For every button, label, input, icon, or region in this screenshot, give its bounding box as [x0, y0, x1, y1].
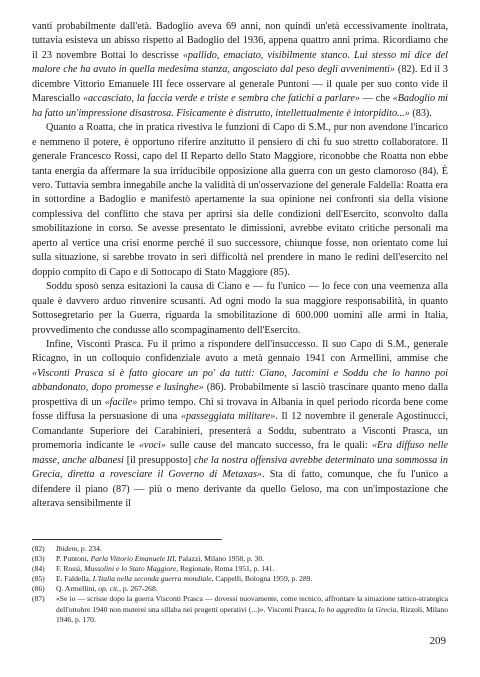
body-text — [32, 20, 448, 511]
italic-run: «Era diffuso nelle masse, anche albanesi — [32, 440, 448, 466]
footnote-text — [56, 574, 448, 584]
text-run: Q. Armellini, — [56, 584, 99, 594]
text-run: «Se io — scrisse dopo la guerra Visconti Prasca — dovessi nuovamente, come tecnico, affrontare la situazione tattico-strategica dell'ottobre 1940 non muterei una sillaba nei progetti operativi (...)». Visconti Prasca, — [56, 594, 448, 614]
footnote-text — [56, 594, 448, 624]
text-run: . Il 12 novembre il generale Agostinucci, Comandante Superiore dei Carabinieri, presenterà a Soddu, subentrato a Visconti Prasca, un promemoria indicante le — [32, 411, 448, 452]
text-run: . Sta di fatto, comunque, che fu l'unico a difendere il piano (87) — più o meno derivante da quello Geloso, ma con un'impostazione che alterava sensibilmente il — [32, 469, 448, 509]
text-run: vanti probabilmente dall'età. Badoglio aveva 69 anni, non quindi un'età eccessivamente inoltrata, tuttavia esisteva un abisso rispetto al Badoglio del 1936, appena quattro anni prima. Ricordiamo che il 23 novembre Bottai lo descrisse — [32, 21, 448, 61]
footnote-text — [56, 554, 448, 564]
footnote-number: (87) — [32, 594, 45, 604]
italic-run: Mussolini e lo Stato Maggiore — [84, 564, 177, 574]
footnote-number: (85) — [32, 574, 45, 584]
text-run: primo tempo. Chi si trovava in Albania in quel periodo ricorda bene come fosse diffusa la persuasione di una — [32, 396, 448, 423]
text-run: (82). Ed il 3 dicembre Vittorio Emanuele III fece osservare al generale Puntoni — il quale per suo conto vide il Maresciallo — [32, 64, 448, 105]
italic-run: «facile» — [104, 396, 138, 408]
paragraph — [32, 280, 448, 338]
text-run: Quanto a Roatta, che in pratica rivestiva le funzioni di Capo di S.M., pur non avendone l'incarico e nemmeno il potere, è opportuno riferire anzitutto il pensiero di chi fu suo stretto collaboratore. Il generale Francesco Rossi, capo del II Reparto dello Stato Maggiore, riconobbe che Roatta non ebbe tanta energia da affermare la sua irriducibile opposizione alla guerra con un gesto clamoroso (84). È vero. Tuttavia sembra innegabile anche la validità di un'osservazione del generale Faldella: Roatta era in sottordine a Badoglio e manifestò apertamente la sua opinione nei confronti sia della visione complessiva del conflitto che stava per aprirsi sia delle condizioni dell'Esercito, sconvolto dalla smobilitazione in corso. Se avesse presentato le dimissioni, avrebbe evitato critiche personali ma aperto al vertice una crisi enorme perché il suo successore, chiunque fosse, non orientato come lui sulla situazione, si sarebbe trovato in seri difficoltà nel prendere in mano le redini dell'esercito nel doppio compito di Capo e di Sottocapo di Stato Maggiore (85). — [32, 122, 448, 278]
footnote — [32, 554, 448, 564]
footnote — [32, 544, 448, 554]
text-run: (86). Probabilmente si lasciò trascinare quanto meno dalla prospettiva di un — [32, 382, 448, 408]
text-run: , Regionale, Roma 1951, p. 141. — [176, 564, 275, 574]
footnote-number: (84) — [32, 564, 45, 574]
footnote — [32, 564, 448, 574]
paragraph — [32, 121, 448, 280]
text-run: E. Faldella, — [56, 574, 93, 584]
footnote-text — [56, 544, 448, 554]
italic-run: «passeggiata militare» — [180, 411, 276, 423]
footnote — [32, 574, 448, 584]
text-run: , p. 267-268. — [119, 584, 158, 594]
text-run: , Rizzoli, Milano 1946, p. 170. — [56, 604, 448, 624]
italic-run: che la nostra offensiva avrebbe determinato una sommossa in Grecia, diretta a rovesciare il Governo di Metaxas» — [32, 454, 448, 481]
text-run: sulle cause del mancato successo, fra le quali: — [165, 440, 372, 452]
footnote-number: (83) — [32, 554, 45, 564]
italic-run: op. cit. — [98, 584, 120, 594]
italic-run: L'Italia nella seconda guerra mondiale — [92, 574, 212, 584]
italic-run: «Visconti Prasca si è fatto giocare un po' da tutti: Ciano, Jacomini e Soddu che lo hanno poi abbandonato, dopo promesse e lusinghe» — [32, 367, 448, 394]
paragraph — [32, 20, 448, 121]
page-number: 209 — [429, 635, 446, 647]
italic-run: «pallido, emaciato, visibilmente stanco. Lui stesso mi dice del malore che ha avuto in quella medesima stanza, angosciato dal peso degli avvenimenti» — [32, 49, 448, 76]
italic-run: «Badoglio mi ha fatto un'impressione disastrosa. Fisicamente è distrutto, intellettualmente è intorpidito...» — [32, 93, 449, 119]
text-run: [il presupposto] — [123, 454, 194, 466]
text-run: (83). — [409, 107, 432, 119]
text-run: Infine, Visconti Prasca. Fu il primo a rispondere dell'insuccesso. Il suo Capo di S.M., generale Ricagno, in un colloquio confidenziale avuto a metà gennaio 1941 con Armellini, ammise che — [32, 338, 448, 365]
italic-run: Io ho aggredito la Grecia — [318, 604, 397, 614]
text-run: P. Puntoni, — [56, 554, 91, 564]
text-run: Soddu sposò senza esitazioni la causa di Ciano e — fu l'unico — lo fece con una veemenza alla quale è davvero arduo rinvenire scusanti. Ad ogni modo la sua maggiore responsabilità, in quanto Sottosegretario per la Guerra, riguarda la smobilitazione di 600.000 uomini alle armi in Italia, provvedimento che condusse allo scompaginamento dell'Esercito. — [32, 281, 448, 336]
footnote-text — [56, 584, 448, 594]
italic-run: Parla Vittorio Emanuele III — [90, 554, 175, 564]
paragraph — [32, 338, 448, 511]
footnote — [32, 594, 448, 624]
italic-run: Ibidem — [56, 544, 78, 553]
footnotes — [32, 544, 448, 625]
text-run: — che — [360, 93, 393, 105]
italic-run: «voci» — [138, 440, 166, 452]
footnote-number: (82) — [32, 544, 45, 553]
footnote-divider — [32, 539, 222, 540]
footnote — [32, 584, 448, 594]
footnote-number: (86) — [32, 584, 45, 594]
footnote-text — [56, 564, 448, 574]
text-run: , Cappelli, Bologna 1959, p. 289. — [211, 574, 313, 584]
italic-run: «accasciato, la faccia verde e triste e sembra che fatichi a parlare» — [82, 93, 360, 105]
text-run: , p. 234. — [77, 544, 102, 553]
text-run: F. Rossi, — [56, 564, 85, 574]
text-run: , Palazzi, Milano 1958, p. 30. — [174, 554, 265, 564]
